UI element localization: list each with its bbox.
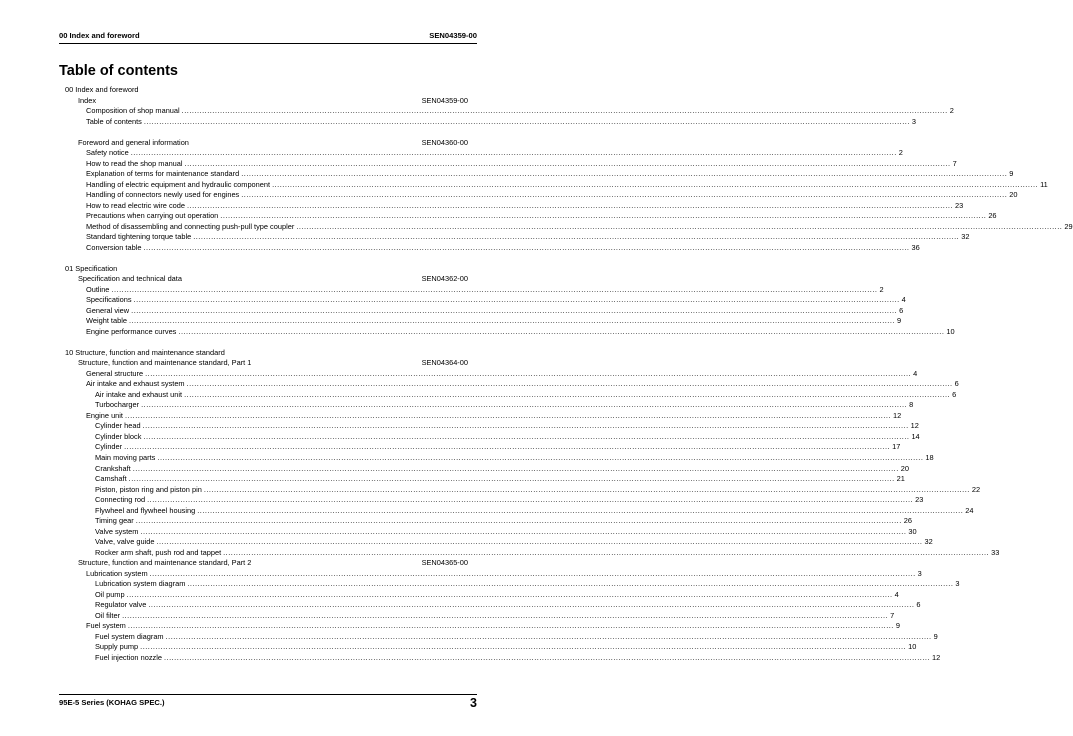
dot-leader: ............................................................................................................................................................................................................................................................................................................ <box>165 631 932 641</box>
dot-leader: ............................................................................................................................................................................................................................................................................................................ <box>141 400 908 410</box>
toc-entry[interactable] <box>59 652 941 664</box>
toc-entry[interactable] <box>59 495 924 506</box>
toc-entry-title: General view <box>86 305 130 315</box>
toc-section-title: Structure, function and maintenance standard, Part 2 <box>78 558 252 568</box>
toc-entry[interactable] <box>59 621 900 632</box>
toc-entry-page: 20 <box>900 463 909 473</box>
toc-entry[interactable] <box>59 410 902 422</box>
toc-entry-page: 32 <box>961 232 970 242</box>
dot-leader: ............................................................................................................................................................................................................................................................................................................ <box>145 368 912 378</box>
toc-entry-page: 32 <box>924 537 933 547</box>
toc-entry[interactable] <box>59 442 901 453</box>
toc-entry-page: 4 <box>901 295 906 305</box>
toc-entry[interactable] <box>59 169 1014 180</box>
toc-entry-page: 2 <box>949 106 954 116</box>
toc-section-title: Structure, function and maintenance standard, Part 1 <box>78 358 252 368</box>
toc-entry-page: 9 <box>896 316 902 326</box>
toc-entry-title: Weight table <box>86 316 127 326</box>
toc-entry-title: Lubrication system <box>86 568 148 578</box>
toc-entry-page: 11 <box>1040 179 1048 189</box>
toc-entry-title: Regulator valve <box>95 600 147 610</box>
toc-entry[interactable] <box>59 368 918 380</box>
toc-entry[interactable] <box>59 547 1000 559</box>
toc-entry[interactable] <box>59 96 468 107</box>
toc-entry-page: 9 <box>933 631 938 641</box>
toc-entry[interactable] <box>59 484 981 496</box>
toc-entry[interactable] <box>59 589 899 601</box>
toc-entry[interactable] <box>59 537 933 548</box>
dot-leader: ............................................................................................................................................................................................................................................................................................................ <box>143 431 910 441</box>
toc-chapter-title: 00 Index and foreword <box>65 85 139 94</box>
toc-entry[interactable] <box>59 274 468 285</box>
dot-leader: ............................................................................................................................................................................................................................................................................................................ <box>186 379 953 389</box>
dot-leader: ............................................................................................................................................................................................................................................................................................................ <box>130 148 897 158</box>
toc-entry-page: 3 <box>917 568 922 578</box>
toc-entry-title: Explanation of terms for maintenance standard <box>86 169 240 179</box>
toc-entry[interactable] <box>59 389 957 401</box>
toc-entry-title: Standard tightening torque table <box>86 232 192 242</box>
toc-entry-page: 12 <box>893 410 902 420</box>
toc-entry-page: 20 <box>1009 190 1018 200</box>
toc-entry-title: General structure <box>86 368 144 378</box>
dot-leader: ............................................................................................................................................................................................................................................................................................................ <box>128 474 895 484</box>
dot-leader: ............................................................................................................................................................................................................................................................................................................ <box>184 158 951 168</box>
dot-leader: ............................................................................................................................................................................................................................................................................................................ <box>241 190 1008 200</box>
toc-entry-page: 22 <box>971 484 981 494</box>
dot-leader: ............................................................................................................................................................................................................................................................................................................ <box>272 179 1039 189</box>
toc-entry[interactable] <box>59 526 917 538</box>
toc-entry-title: Conversion table <box>86 242 142 252</box>
toc-entry-title: How to read electric wire code <box>86 200 185 210</box>
toc-section-doc-code: SEN04360-00 <box>421 137 468 147</box>
toc-entry-title: Specifications <box>86 295 132 305</box>
toc-entry-title: Composition of shop manual <box>86 106 180 116</box>
header-rule <box>59 43 477 44</box>
toc-entry-page: 10 <box>946 326 955 336</box>
toc-entry[interactable] <box>59 221 1073 233</box>
toc-entry[interactable] <box>59 642 917 653</box>
toc-entry[interactable] <box>59 211 997 222</box>
dot-leader: ............................................................................................................................................................................................................................................................................................................ <box>178 326 945 336</box>
toc-entry[interactable] <box>59 348 468 359</box>
dot-leader: ............................................................................................................................................................................................................................................................................................................ <box>142 421 909 431</box>
toc-entry-title: Safety notice <box>86 148 129 158</box>
toc-entry-page: 6 <box>954 379 959 389</box>
toc-entry[interactable] <box>59 242 920 254</box>
dot-leader: ............................................................................................................................................................................................................................................................................................................ <box>197 505 964 515</box>
dot-leader: ............................................................................................................................................................................................................................................................................................................ <box>131 305 898 315</box>
toc-section-title: Foreword and general information <box>78 137 189 147</box>
toc-entry-page: 12 <box>910 421 919 431</box>
dot-leader: ............................................................................................................................................................................................................................................................................................................ <box>132 463 899 473</box>
toc-entry[interactable] <box>59 200 964 212</box>
dot-leader: ............................................................................................................................................................................................................................................................................................................ <box>140 526 907 536</box>
toc-entry-title: Valve system <box>95 526 139 536</box>
toc-entry[interactable] <box>59 600 921 611</box>
toc-section-doc-code: SEN04364-00 <box>421 358 468 368</box>
toc-entry-page: 33 <box>991 547 1000 557</box>
toc-entry-title: Turbocharger <box>95 400 140 410</box>
toc-entry-title: Table of contents <box>86 116 142 126</box>
toc-section-doc-code: SEN04359-00 <box>421 95 468 105</box>
toc-entry[interactable] <box>59 138 468 149</box>
toc-entry[interactable] <box>59 379 959 390</box>
toc-entry[interactable] <box>59 610 895 622</box>
toc-entry-page: 24 <box>965 505 974 515</box>
toc-entry-page: 6 <box>952 389 957 399</box>
toc-entry-title: Fuel injection nozzle <box>95 652 162 662</box>
toc-entry-title: Flywheel and flywheel housing <box>95 505 196 515</box>
dot-leader: ............................................................................................................................................................................................................................................................................................................ <box>124 442 891 452</box>
toc-entry-page: 6 <box>916 600 921 610</box>
toc-entry-page: 3 <box>955 579 960 589</box>
dot-leader: ............................................................................................................................................................................................................................................................................................................ <box>241 169 1008 179</box>
toc-chapter-title: 10 Structure, function and maintenance standard <box>65 347 225 357</box>
footer-series: 95E-5 Series (KOHAG SPEC.) <box>59 698 165 707</box>
toc-entry-title: Main moving parts <box>95 453 156 462</box>
dot-leader: ............................................................................................................................................................................................................................................................................................................ <box>143 116 910 126</box>
toc-entry-title: Method of disassembling and connecting push-pull type coupler <box>86 221 295 231</box>
toc-entry[interactable] <box>59 400 914 411</box>
toc-entry-title: Handling of electric equipment and hydraulic component <box>86 179 271 189</box>
dot-leader: ............................................................................................................................................................................................................................................................................................................ <box>163 652 930 662</box>
toc-entry[interactable] <box>59 232 970 243</box>
toc-entry[interactable] <box>59 158 957 170</box>
toc-entry-page: 21 <box>896 474 905 484</box>
dot-leader: ............................................................................................................................................................................................................................................................................................................ <box>157 453 924 462</box>
toc-section-doc-code: SEN04365-00 <box>421 558 468 568</box>
dot-leader: ............................................................................................................................................................................................................................................................................................................ <box>148 600 915 610</box>
dot-leader: ............................................................................................................................................................................................................................................................................................................ <box>187 200 954 210</box>
toc-entry-page: 17 <box>892 442 901 452</box>
toc-entry-page: 10 <box>908 642 917 652</box>
dot-leader: ............................................................................................................................................................................................................................................................................................................ <box>181 106 948 116</box>
toc-entry-title: Engine performance curves <box>86 326 177 336</box>
toc-entry-page: 23 <box>955 200 964 210</box>
toc-entry-title: Fuel system <box>86 621 126 631</box>
toc-entry[interactable] <box>59 326 955 338</box>
toc-entry[interactable] <box>59 85 468 96</box>
toc-entry[interactable] <box>59 463 909 475</box>
page-footer <box>59 696 477 712</box>
page-header <box>59 31 477 43</box>
toc-entry-title: Fuel system diagram <box>95 631 164 641</box>
toc-entry-title: Valve, valve guide <box>95 537 155 547</box>
toc-entry-title: Air intake and exhaust unit <box>95 389 183 399</box>
toc-entry-title: Camshaft <box>95 474 127 484</box>
toc-entry-title: How to read the shop manual <box>86 158 183 168</box>
page-number: 3 <box>470 696 477 710</box>
toc-entry-page: 6 <box>899 305 904 315</box>
toc-entry-page: 14 <box>911 431 920 441</box>
dot-leader: ............................................................................................................................................................................................................................................................................................................ <box>187 579 954 589</box>
dot-leader: ............................................................................................................................................................................................................................................................................................................ <box>203 484 970 494</box>
toc-entry[interactable] <box>59 431 920 443</box>
toc-entry[interactable] <box>59 558 468 569</box>
toc-entry[interactable] <box>59 579 960 590</box>
dot-leader: ............................................................................................................................................................................................................................................................................................................ <box>147 495 914 505</box>
toc-entry[interactable] <box>59 179 1048 191</box>
toc-entry-title: Timing gear <box>95 516 134 526</box>
dot-leader: ............................................................................................................................................................................................................................................................................................................ <box>128 316 895 326</box>
toc-entry-page: 3 <box>911 116 917 126</box>
toc-entry-page: 12 <box>931 652 941 662</box>
toc-entry-page: 36 <box>911 242 920 252</box>
toc-entry-page: 26 <box>903 516 912 526</box>
toc-entry[interactable] <box>59 106 954 117</box>
toc-entry[interactable] <box>59 264 468 275</box>
header-doc-code: SEN04359-00 <box>429 31 477 40</box>
toc-entry[interactable] <box>59 295 906 306</box>
toc-entry-page: 30 <box>908 526 917 536</box>
dot-leader: ............................................................................................................................................................................................................................................................................................................ <box>140 642 907 652</box>
toc-entry[interactable] <box>59 358 468 369</box>
toc-entry-page: 7 <box>890 610 895 620</box>
toc-entry-page: 26 <box>988 211 997 221</box>
toc-entry[interactable] <box>59 190 1018 201</box>
toc-entry-title: Outline <box>86 284 110 294</box>
toc-entry-title: Lubrication system diagram <box>95 579 186 589</box>
toc-entry-title: Precautions when carrying out operation <box>86 211 219 221</box>
toc-entry-page: 4 <box>894 589 899 599</box>
toc-entry-title: Handling of connectors newly used for engines <box>86 190 240 200</box>
toc-entry-title: Rocker arm shaft, push rod and tappet <box>95 547 222 557</box>
dot-leader: ............................................................................................................................................................................................................................................................................................................ <box>126 589 893 599</box>
toc-entry[interactable] <box>59 568 922 580</box>
toc-entry-title: Piston, piston ring and piston pin <box>95 484 202 494</box>
dot-leader: ............................................................................................................................................................................................................................................................................................................ <box>156 537 923 547</box>
dot-leader: ............................................................................................................................................................................................................................................................................................................ <box>124 410 891 420</box>
toc-entry-title: Engine unit <box>86 410 123 420</box>
dot-leader: ............................................................................................................................................................................................................................................................................................................ <box>193 232 960 242</box>
toc-entry[interactable] <box>59 421 919 432</box>
dot-leader: ............................................................................................................................................................................................................................................................................................................ <box>184 389 951 399</box>
toc-entry[interactable] <box>59 148 903 159</box>
dot-leader: ............................................................................................................................................................................................................................................................................................................ <box>135 516 902 526</box>
toc-entry-title: Air intake and exhaust system <box>86 379 185 389</box>
toc-entry-page: 9 <box>895 621 900 631</box>
toc-entry-page: 23 <box>915 495 924 505</box>
dot-leader: ............................................................................................................................................................................................................................................................................................................ <box>133 295 900 305</box>
toc-entry[interactable] <box>59 305 904 317</box>
dot-leader: ............................................................................................................................................................................................................................................................................................................ <box>223 547 990 557</box>
table-of-contents <box>59 85 1073 663</box>
toc-entry-page: 8 <box>909 400 914 410</box>
toc-entry-title: Oil pump <box>95 589 125 599</box>
toc-entry[interactable] <box>59 316 902 327</box>
dot-leader: ............................................................................................................................................................................................................................................................................................................ <box>111 284 878 294</box>
toc-entry[interactable] <box>59 453 934 464</box>
dot-leader: ............................................................................................................................................................................................................................................................................................................ <box>143 242 910 252</box>
toc-entry-title: Cylinder <box>95 442 123 452</box>
dot-leader: ............................................................................................................................................................................................................................................................................................................ <box>220 211 987 221</box>
toc-entry-title: Crankshaft <box>95 463 131 473</box>
toc-entry[interactable] <box>59 284 884 296</box>
toc-entry[interactable] <box>59 631 938 643</box>
dot-leader: ............................................................................................................................................................................................................................................................................................................ <box>122 610 889 620</box>
toc-entry-title: Cylinder block <box>95 431 142 441</box>
toc-section-doc-code: SEN04362-00 <box>421 274 468 284</box>
header-section-title: 00 Index and foreword <box>59 31 140 40</box>
toc-entry-page: 29 <box>1064 221 1073 231</box>
footer-rule <box>59 694 477 695</box>
toc-entry[interactable] <box>59 474 905 485</box>
toc-entry[interactable] <box>59 505 974 517</box>
toc-entry-title: Cylinder head <box>95 421 141 431</box>
toc-entry[interactable] <box>59 116 917 128</box>
toc-entry-title: Connecting rod <box>95 495 146 505</box>
dot-leader: ............................................................................................................................................................................................................................................................................................................ <box>296 221 1063 231</box>
toc-entry[interactable] <box>59 516 912 527</box>
toc-entry-title: Oil filter <box>95 610 121 620</box>
toc-entry-page: 4 <box>913 368 918 378</box>
toc-section-title: Index <box>78 95 97 105</box>
toc-entry-page: 18 <box>925 453 934 462</box>
toc-chapter-title: 01 Specification <box>65 263 118 273</box>
toc-entry-page: 9 <box>1009 169 1014 179</box>
toc-section-title: Specification and technical data <box>78 274 182 284</box>
page-title: Table of contents <box>59 63 178 79</box>
dot-leader: ............................................................................................................................................................................................................................................................................................................ <box>149 568 916 578</box>
dot-leader: ............................................................................................................................................................................................................................................................................................................ <box>127 621 894 631</box>
toc-entry-title: Supply pump <box>95 642 139 652</box>
toc-entry-page: 2 <box>898 148 903 158</box>
toc-entry-page: 7 <box>952 158 957 168</box>
toc-entry-page: 2 <box>879 284 884 294</box>
